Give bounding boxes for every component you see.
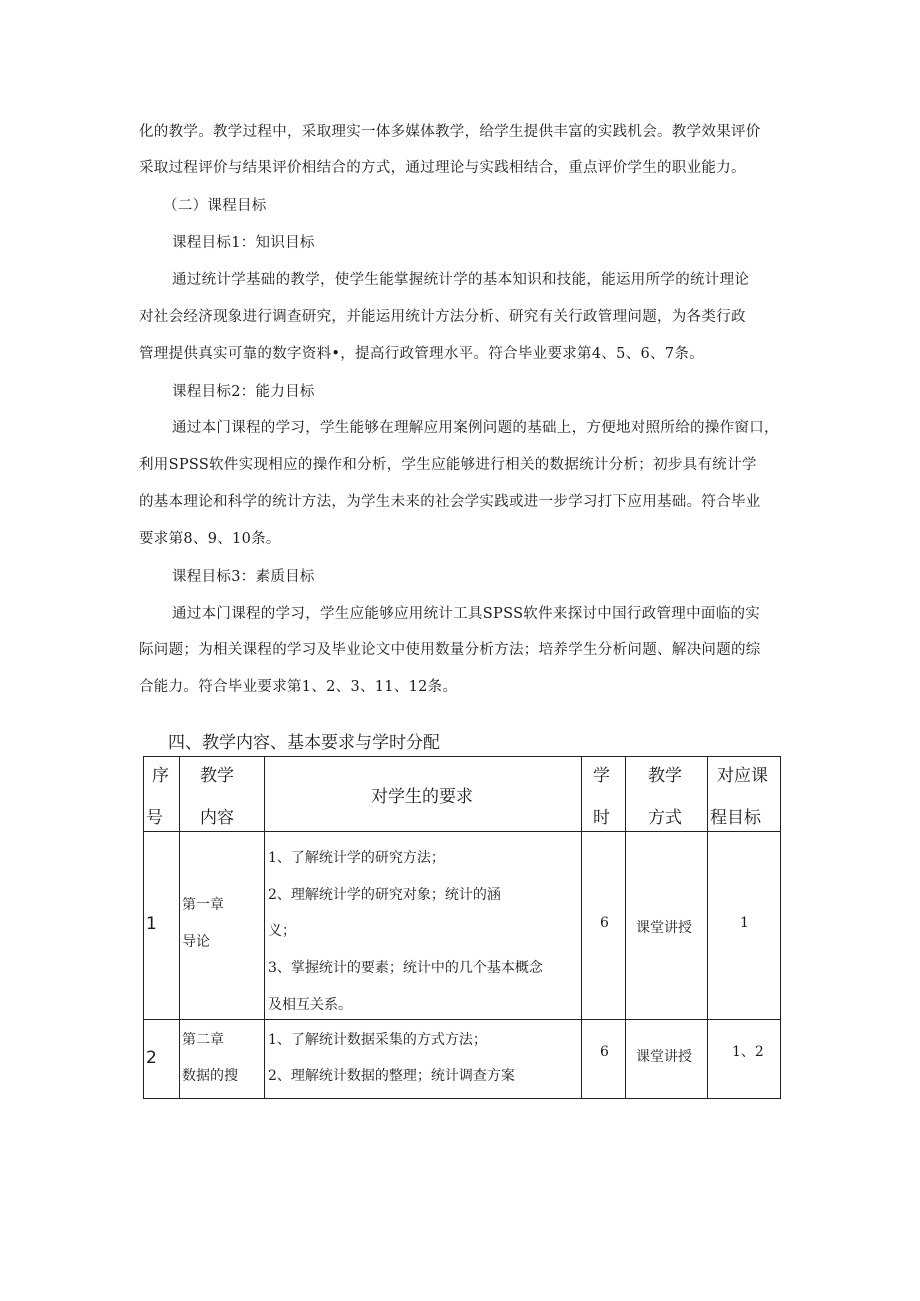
goal-title: 课程目标1：知识目标 (172, 235, 315, 251)
paragraph-line: 通过统计学基础的教学，使学生能掌握统计学的基本知识和技能，能运用所学的统计理论 (172, 272, 750, 288)
paragraph-line: 的基本理论和科学的统计方法，为学生未来的社会学实践或进一步学习打下应用基础。符合毕业 (139, 494, 761, 510)
header-seq (144, 757, 180, 832)
header-hours (582, 757, 626, 832)
requirement-line: 2、理解统计数据的整理；统计调查方案 (268, 1068, 515, 1084)
cell-text: 课堂讲授 (636, 1049, 692, 1065)
paragraph-line: 合能力。符合毕业要求第1、2、3、11、12条。 (139, 679, 458, 695)
cell-text: 6 (600, 1044, 609, 1060)
cell-content (180, 832, 265, 1020)
paragraph-line: 采取过程评价与结果评价相结合的方式，通过理论与实践相结合，重点评价学生的职业能力。 (139, 160, 746, 176)
header-text: 序 (152, 766, 169, 786)
cell-seq (144, 1020, 180, 1099)
header-text: 程目标 (710, 808, 761, 828)
requirement-line: 2、理解统计学的研究对象；统计的涵 (268, 887, 501, 903)
requirement-line: 3、掌握统计的要素；统计中的几个基本概念 (268, 960, 543, 976)
header-text: 教学 (648, 766, 682, 786)
paragraph-line: 化的教学。教学过程中，采取理实一体多媒体教学，给学生提供丰富的实践机会。教学效果评价 (139, 124, 761, 140)
cell-seq (144, 832, 180, 1020)
paragraph-line: 通过本门课程的学习，学生能够在理解应用案例问题的基础上，方便地对照所给的操作窗口， (172, 420, 779, 436)
section-heading: 四、教学内容、基本要求与学时分配 (168, 733, 440, 753)
paragraph-line: 际问题；为相关课程的学习及毕业论文中使用数量分析方法；培养学生分析问题、解决问题的综 (139, 642, 761, 658)
header-text: 号 (146, 808, 163, 828)
requirement-line: 及相互关系。 (268, 997, 352, 1013)
requirement-line: 1、了解统计数据采集的方式方法； (268, 1032, 487, 1048)
cell-method (626, 1020, 708, 1099)
goal-title: 课程目标3：素质目标 (172, 569, 315, 585)
table-row (144, 1020, 781, 1099)
cell-hours (582, 832, 626, 1020)
cell-method (626, 832, 708, 1020)
table-row (144, 832, 781, 1020)
goal-title: 课程目标2：能力目标 (172, 384, 315, 400)
cell-text: 1 (740, 915, 749, 931)
cell-text: 第一章 (182, 897, 224, 913)
cell-goal (708, 832, 781, 1020)
paragraph-line: 要求第8、9、10条。 (139, 531, 281, 547)
header-goal (708, 757, 781, 832)
paragraph-line: 利用SPSS软件实现相应的操作和分析，学生应能够进行相关的数据统计分析；初步具有统计学 (139, 457, 757, 473)
cell-text: 课堂讲授 (636, 920, 692, 936)
header-method (626, 757, 708, 832)
header-text: 教学 (200, 766, 234, 786)
cell-content (180, 1020, 265, 1099)
cell-text: 2 (146, 1048, 157, 1068)
header-text: 学 (593, 766, 610, 786)
cell-text: 数据的搜 (182, 1068, 238, 1084)
cell-hours (582, 1020, 626, 1099)
header-content (180, 757, 265, 832)
cell-text: 第二章 (182, 1032, 224, 1048)
teaching-content-table (143, 756, 781, 1099)
header-text: 内容 (200, 808, 234, 828)
header-text: 对学生的要求 (371, 787, 473, 807)
cell-text: 1、2 (732, 1044, 764, 1060)
paragraph-line: 通过本门课程的学习，学生应能够应用统计工具SPSS软件来探讨中国行政管理中面临的实 (172, 606, 761, 622)
cell-text: 6 (600, 915, 609, 931)
cell-text: 导论 (182, 934, 210, 950)
header-text: 方式 (648, 808, 682, 828)
section-subtitle: （二）课程目标 (163, 198, 267, 214)
cell-requirements (265, 1020, 582, 1099)
header-text: 对应课 (717, 766, 768, 786)
cell-text: 1 (146, 914, 157, 934)
requirement-line: 1、了解统计学的研究方法； (268, 850, 445, 866)
cell-requirements (265, 832, 582, 1020)
table-header-row (144, 757, 781, 832)
requirement-line: 义； (268, 923, 296, 939)
header-text: 时 (593, 808, 610, 828)
paragraph-line: 管理提供真实可靠的数字资料•，提高行政管理水平。符合毕业要求第4、5、6、7条。 (139, 346, 704, 362)
cell-goal (708, 1020, 781, 1099)
paragraph-line: 对社会经济现象进行调查研究，并能运用统计方法分析、研究有关行政管理问题，为各类行政 (139, 309, 746, 325)
header-requirements (265, 757, 582, 832)
